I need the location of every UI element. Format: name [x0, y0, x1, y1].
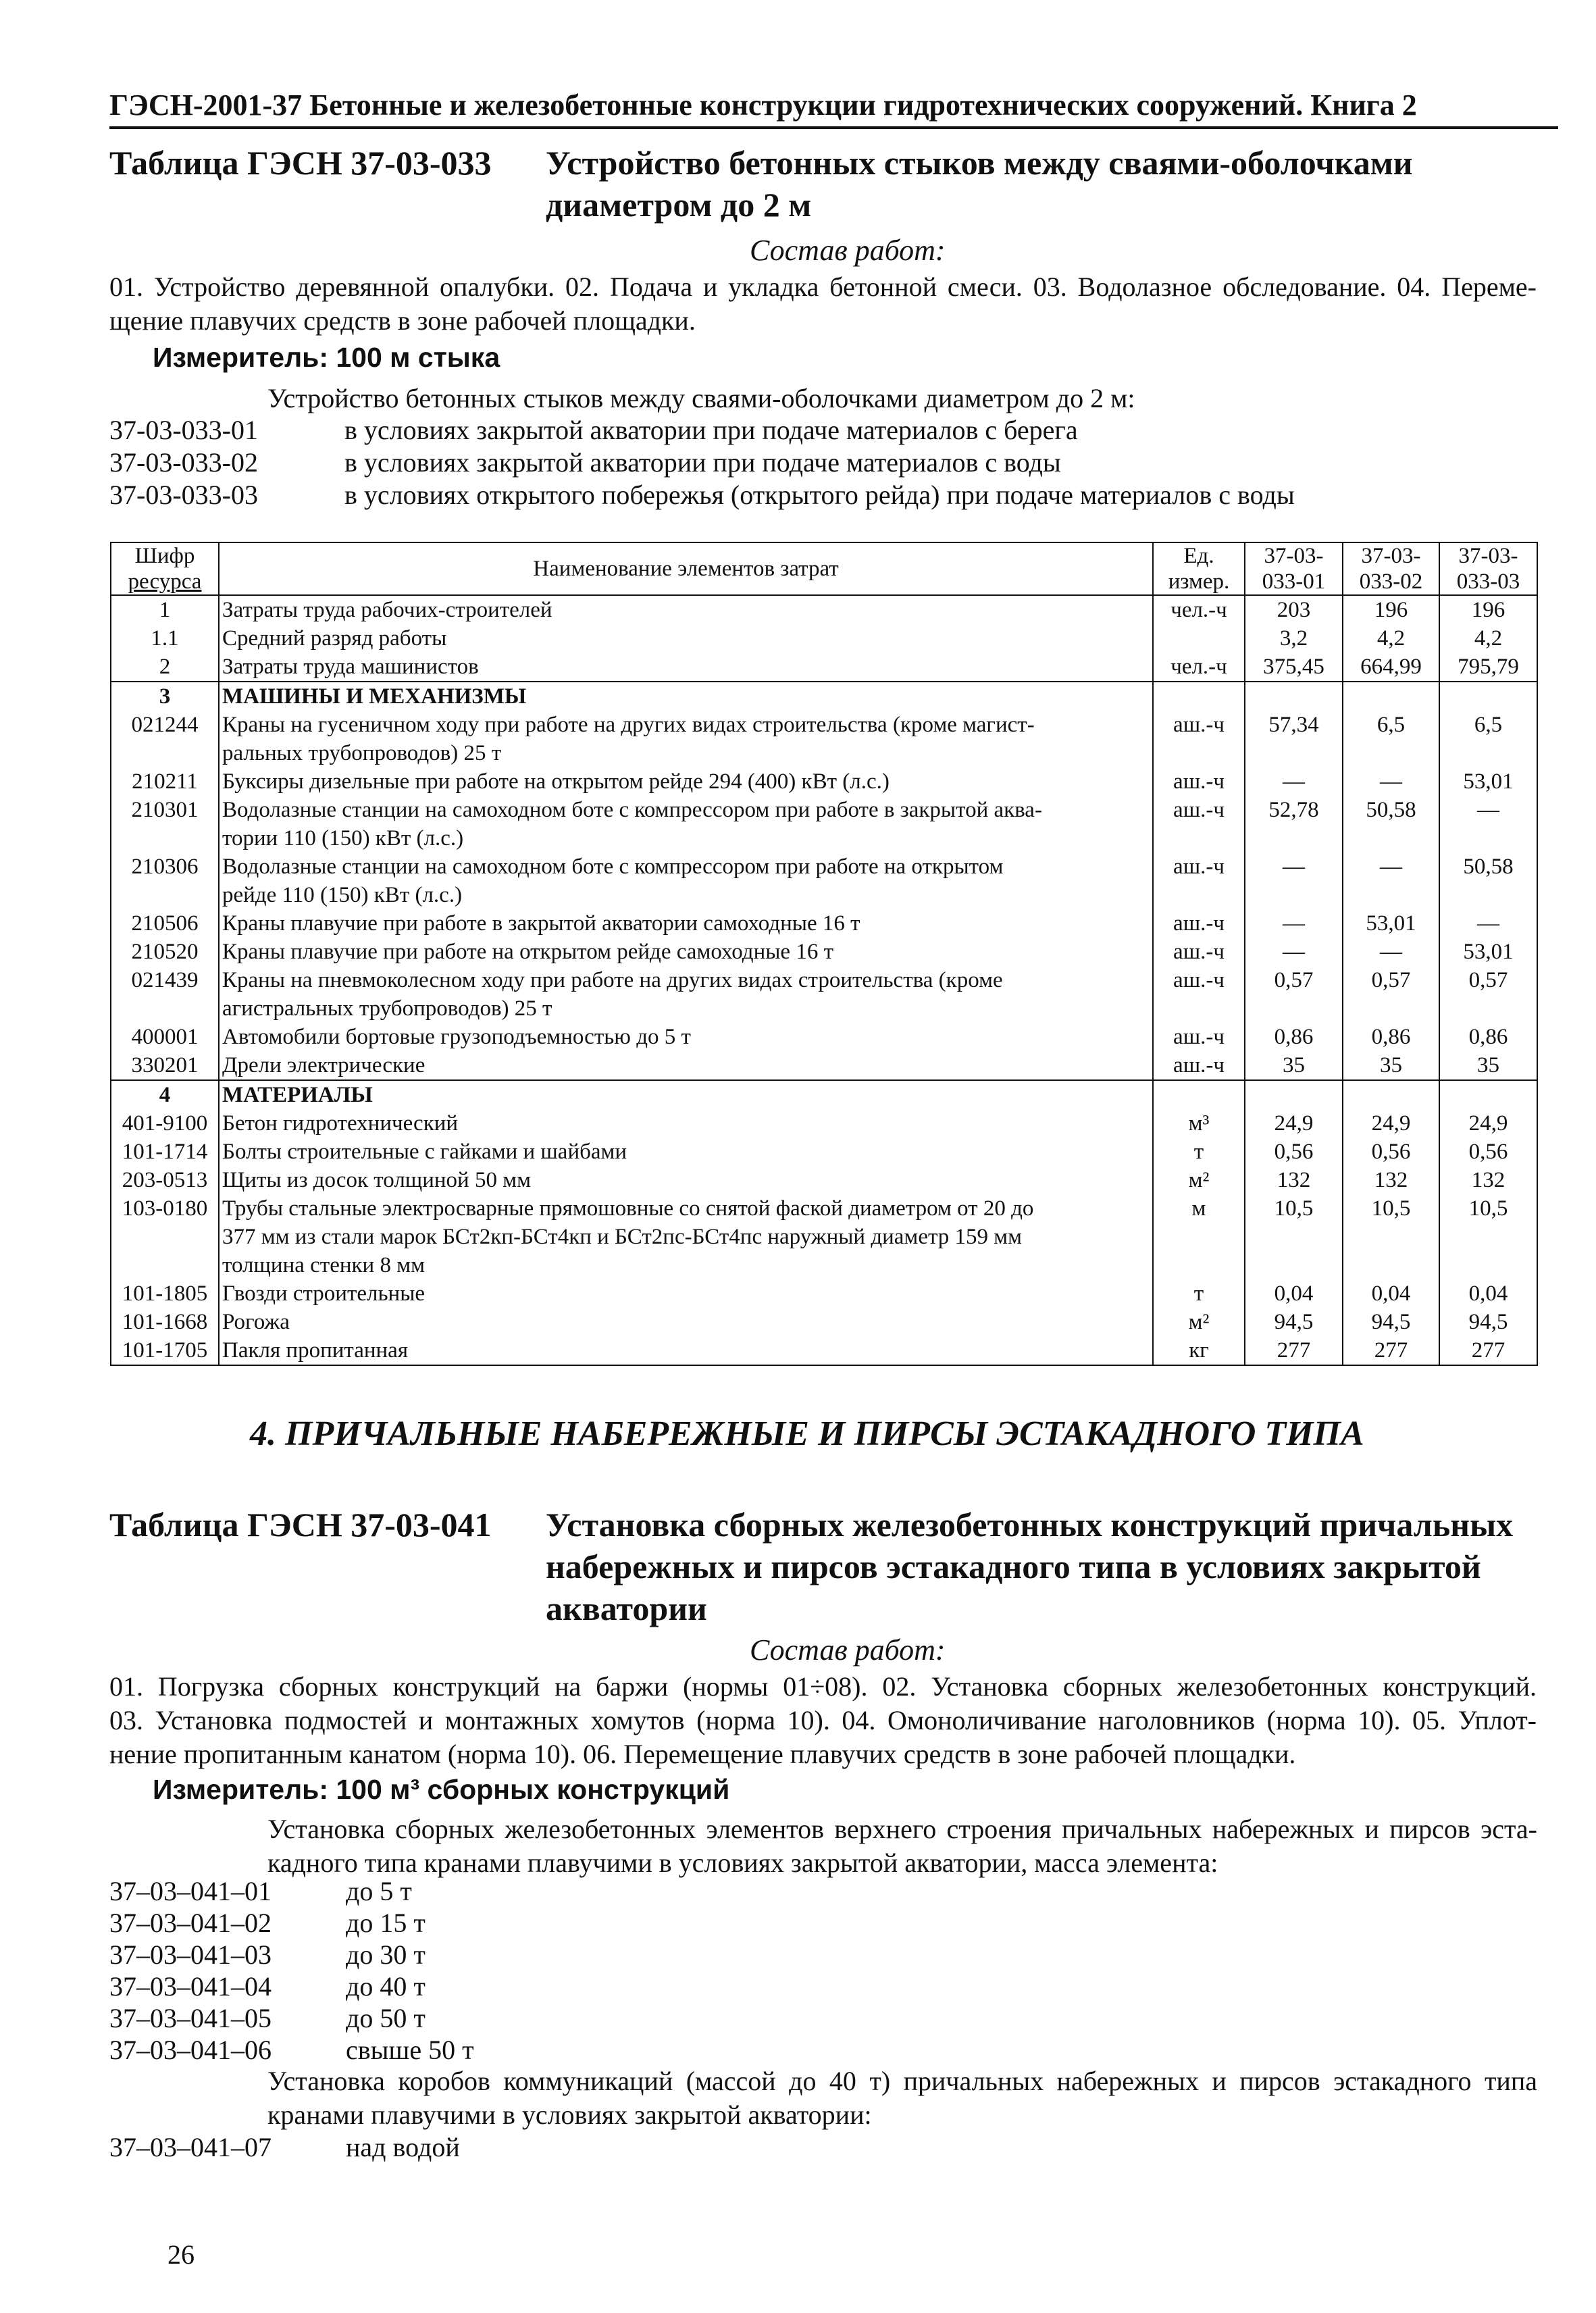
- norm-desc: свыше 50 т: [346, 2035, 474, 2065]
- table-row: [111, 909, 1537, 938]
- resource-unit: т: [1153, 1279, 1245, 1308]
- norm-value-2: 35: [1343, 1051, 1439, 1080]
- resource-code: 021244: [111, 711, 219, 767]
- norm-value-1: 277: [1245, 1336, 1343, 1365]
- resource-unit: м²: [1153, 1308, 1245, 1336]
- composition-line: нение пропитанным канатом (норма 10). 06. Перемещение плавучих средств в зоне рабочей площадки.: [109, 1739, 1296, 1769]
- norm-value-3: 0,57: [1439, 966, 1537, 1023]
- norm-value-1: 24,9: [1245, 1109, 1343, 1138]
- resource-name: Буксиры дизельные при работе на открытом рейде 294 (400) кВт (л.с.): [219, 767, 1153, 796]
- resource-code: 330201: [111, 1051, 219, 1080]
- norm-code: 37-03-033-02: [109, 447, 258, 478]
- norm-code: 37–03–041–05: [109, 2003, 272, 2033]
- norm-code: 37–03–041–01: [109, 1876, 272, 1906]
- norm-value-1: —: [1245, 767, 1343, 796]
- resource-name: Пакля пропитанная: [219, 1336, 1153, 1365]
- norm-value-1: 0,57: [1245, 966, 1343, 1023]
- table-title: [546, 142, 1559, 226]
- resource-code: 210306: [111, 853, 219, 909]
- composition-line: 01. Погрузка сборных конструкций на баржи (нормы 01÷08). 02. Установка сборных железобетонных конструкций.: [109, 1671, 1537, 1702]
- resource-code: 1: [111, 595, 219, 624]
- resource-name: Рогожа: [219, 1308, 1153, 1336]
- table-row: [111, 1336, 1537, 1365]
- table-title-line: набережных и пирсов эстакадного типа в условиях закрытой: [546, 1548, 1481, 1585]
- norm-value-1: 3,2: [1245, 624, 1343, 653]
- table-row: [111, 1194, 1537, 1279]
- norm-intro: Установка коробов коммуникаций (массой до 40 т) причальных набережных и пирсов эстакадного типа кранами плавучими в условиях закрытой акватории:: [267, 2066, 1537, 2130]
- norm-value-2: —: [1343, 938, 1439, 966]
- table-row: [111, 1051, 1537, 1080]
- resource-unit: [1153, 624, 1245, 653]
- norm-value-1: 52,78: [1245, 796, 1343, 853]
- resource-name: Краны плавучие при работе в закрытой акватории самоходные 16 т: [219, 909, 1153, 938]
- resource-unit: аш.-ч: [1153, 938, 1245, 966]
- table-row: [111, 1109, 1537, 1138]
- resource-unit: аш.-ч: [1153, 853, 1245, 909]
- norm-value-2: —: [1343, 767, 1439, 796]
- resource-name: Водолазные станции на самоходном боте с компрессором при работе в закрытой аква- тории 110 (150) кВт (л.с.): [219, 796, 1153, 853]
- norm-value-2: 0,86: [1343, 1023, 1439, 1051]
- norm-value-2: 4,2: [1343, 624, 1439, 653]
- norm-value-3: 94,5: [1439, 1308, 1537, 1336]
- norm-value-2: 94,5: [1343, 1308, 1439, 1336]
- norm-intro: Установка сборных железобетонных элементов верхнего строения причальных набережных и пирсов эста- кадного типа кранами плавучими в условиях закрытой акватории, масса элемента:: [267, 1814, 1537, 1878]
- col-header-norm-1: 37-03- 033-01: [1245, 542, 1343, 595]
- resource-code: 210506: [111, 909, 219, 938]
- norm-value-1: 57,34: [1245, 711, 1343, 767]
- resource-code: 1.1: [111, 624, 219, 653]
- norm-desc: над водой: [346, 2132, 460, 2162]
- norm-value-1: 0,04: [1245, 1279, 1343, 1308]
- table-row: [111, 1023, 1537, 1051]
- norm-value-2: 0,57: [1343, 966, 1439, 1023]
- table-label: Таблица ГЭСН 37-03-033: [109, 144, 492, 182]
- composition-text: [109, 270, 1537, 338]
- composition-heading: Состав работ:: [750, 234, 946, 267]
- norm-value-2: 50,58: [1343, 796, 1439, 853]
- norm-value-1: 0,56: [1245, 1138, 1343, 1166]
- table-title-line: диаметром до 2 м: [546, 186, 812, 224]
- running-header: ГЭСН-2001-37 Бетонные и железобетонные конструкции гидротехнических сооружений. Книга 2: [109, 88, 1558, 129]
- table-header-row: [111, 542, 1537, 595]
- resource-name: Щиты из досок толщиной 50 мм: [219, 1166, 1153, 1194]
- norm-value-3: 795,79: [1439, 653, 1537, 682]
- col-header-norm-3: 37-03- 033-03: [1439, 542, 1537, 595]
- norm-value-1: —: [1245, 909, 1343, 938]
- table-section-row: [111, 1080, 1537, 1109]
- norm-value-3: 196: [1439, 595, 1537, 624]
- norm-desc: до 40 т: [346, 1971, 426, 2002]
- norm-value-3: 0,86: [1439, 1023, 1537, 1051]
- resource-unit: аш.-ч: [1153, 767, 1245, 796]
- resource-code: 203-0513: [111, 1166, 219, 1194]
- resource-name: Трубы стальные электросварные прямошовные со снятой фаской диаметром от 20 до 377 мм из стали марок БСт2кп-БСт4кп и БСт2пс-БСт4пс наружный диаметр 159 мм толщина стенки 8 мм: [219, 1194, 1153, 1279]
- resource-code: 3: [111, 682, 219, 711]
- resource-code: 4: [111, 1080, 219, 1109]
- resource-name: Гвозди строительные: [219, 1279, 1153, 1308]
- resource-code: 101-1805: [111, 1279, 219, 1308]
- table-title-line: акватории: [546, 1590, 707, 1627]
- composition-line: 01. Устройство деревянной опалубки. 02. Подача и укладка бетонной смеси. 03. Водолазное обследование. 04. Переме-: [109, 272, 1537, 302]
- resource-unit: кг: [1153, 1336, 1245, 1365]
- norm-value-2: 53,01: [1343, 909, 1439, 938]
- resource-code: 101-1714: [111, 1138, 219, 1166]
- norm-desc: в условиях закрытой акватории при подаче материалов с берега: [344, 415, 1078, 445]
- table-row: [111, 624, 1537, 653]
- norm-desc: до 15 т: [346, 1908, 426, 1938]
- norm-value-1: 35: [1245, 1051, 1343, 1080]
- resource-code: 210520: [111, 938, 219, 966]
- norm-value-3: 53,01: [1439, 938, 1537, 966]
- resource-unit: аш.-ч: [1153, 711, 1245, 767]
- norm-value-3: —: [1439, 796, 1537, 853]
- resource-code: 2: [111, 653, 219, 682]
- norm-value-2: 0,04: [1343, 1279, 1439, 1308]
- norm-code: 37–03–041–06: [109, 2035, 272, 2065]
- norm-value-3: 0,04: [1439, 1279, 1537, 1308]
- page-number: 26: [168, 2239, 195, 2270]
- section-name: МАШИНЫ И МЕХАНИЗМЫ: [219, 682, 1153, 711]
- col-header-unit: Ед. измер.: [1153, 542, 1245, 595]
- section-name: МАТЕРИАЛЫ: [219, 1080, 1153, 1109]
- norm-value-2: 10,5: [1343, 1194, 1439, 1279]
- table-row: [111, 595, 1537, 624]
- resource-code: 210211: [111, 767, 219, 796]
- resource-unit: чел.-ч: [1153, 653, 1245, 682]
- col-header-name: Наименование элементов затрат: [219, 542, 1153, 595]
- norm-code: 37–03–041–03: [109, 1939, 272, 1970]
- norm-value-3: 10,5: [1439, 1194, 1537, 1279]
- table-row: [111, 796, 1537, 853]
- resource-name: Затраты труда машинистов: [219, 653, 1153, 682]
- norm-value-3: 50,58: [1439, 853, 1537, 909]
- table-row: [111, 853, 1537, 909]
- norm-desc: в условиях закрытой акватории при подаче материалов с воды: [344, 447, 1061, 478]
- table-section-row: [111, 682, 1537, 711]
- norm-value-1: 94,5: [1245, 1308, 1343, 1336]
- norm-intro: Устройство бетонных стыков между сваями-оболочками диаметром до 2 м:: [267, 383, 1135, 413]
- norm-desc: до 50 т: [346, 2003, 426, 2033]
- norm-code: 37–03–041–07: [109, 2132, 272, 2162]
- table-label: Таблица ГЭСН 37-03-041: [109, 1506, 492, 1544]
- section-title: 4. ПРИЧАЛЬНЫЕ НАБЕРЕЖНЫЕ И ПИРСЫ ЭСТАКАДНОГО ТИПА: [250, 1415, 1364, 1453]
- norm-value-2: 664,99: [1343, 653, 1439, 682]
- resource-unit: аш.-ч: [1153, 796, 1245, 853]
- norm-value-1: 203: [1245, 595, 1343, 624]
- resource-name: Болты строительные с гайками и шайбами: [219, 1138, 1153, 1166]
- norm-value-1: 375,45: [1245, 653, 1343, 682]
- table-row: [111, 1308, 1537, 1336]
- norm-value-2: 24,9: [1343, 1109, 1439, 1138]
- norm-value-2: 196: [1343, 595, 1439, 624]
- norm-desc: до 5 т: [346, 1876, 412, 1906]
- table-row: [111, 1279, 1537, 1308]
- resource-name: Бетон гидротехнический: [219, 1109, 1153, 1138]
- norm-desc: в условиях открытого побережья (открытого рейда) при подаче материалов с воды: [344, 480, 1295, 510]
- composition-line: щение плавучих средств в зоне рабочей площадки.: [109, 305, 696, 336]
- table-title: [546, 1504, 1559, 1629]
- table-row: [111, 938, 1537, 966]
- norm-value-3: 0,56: [1439, 1138, 1537, 1166]
- resource-code: 103-0180: [111, 1194, 219, 1279]
- norm-value-3: —: [1439, 909, 1537, 938]
- resource-unit: м: [1153, 1194, 1245, 1279]
- table-title-line: Установка сборных железобетонных конструкций причальных: [546, 1506, 1514, 1544]
- resource-name: Дрели электрические: [219, 1051, 1153, 1080]
- resource-code: 101-1668: [111, 1308, 219, 1336]
- norm-value-3: 132: [1439, 1166, 1537, 1194]
- resource-name: Краны на пневмоколесном ходу при работе на других видах строительства (кроме агистральных трубопроводов) 25 т: [219, 966, 1153, 1023]
- norm-value-2: 132: [1343, 1166, 1439, 1194]
- norm-value-3: 277: [1439, 1336, 1537, 1365]
- composition-line: 03. Установка подмостей и монтажных хомутов (норма 10). 04. Омоноличивание наголовников (норма 10). 05. Уплот-: [109, 1705, 1537, 1735]
- resource-code: 210301: [111, 796, 219, 853]
- composition-text: [109, 1670, 1537, 1771]
- norm-value-2: —: [1343, 853, 1439, 909]
- resource-unit: чел.-ч: [1153, 595, 1245, 624]
- norm-value-3: 24,9: [1439, 1109, 1537, 1138]
- table-row: [111, 653, 1537, 682]
- norm-value-1: —: [1245, 853, 1343, 909]
- measure-unit: Измеритель: 100 м стыка: [153, 342, 500, 373]
- resource-name: Водолазные станции на самоходном боте с компрессором при работе на открытом рейде 110 (150) кВт (л.с.): [219, 853, 1153, 909]
- norm-code: 37–03–041–02: [109, 1908, 272, 1938]
- norm-value-2: 6,5: [1343, 711, 1439, 767]
- resource-code: 401-9100: [111, 1109, 219, 1138]
- resource-name: Краны плавучие при работе на открытом рейде самоходные 16 т: [219, 938, 1153, 966]
- table-row: [111, 711, 1537, 767]
- norm-value-1: 10,5: [1245, 1194, 1343, 1279]
- norm-value-1: —: [1245, 938, 1343, 966]
- norm-desc: до 30 т: [346, 1939, 426, 1970]
- resource-code: 101-1705: [111, 1336, 219, 1365]
- measure-unit: Измеритель: 100 м³ сборных конструкций: [153, 1774, 730, 1805]
- resource-code: 400001: [111, 1023, 219, 1051]
- resource-table: [110, 542, 1538, 1366]
- norm-value-2: 0,56: [1343, 1138, 1439, 1166]
- table-row: [111, 966, 1537, 1023]
- resource-unit: м²: [1153, 1166, 1245, 1194]
- resource-name: Средний разряд работы: [219, 624, 1153, 653]
- resource-name: Краны на гусеничном ходу при работе на других видах строительства (кроме магист- ральных трубопроводов) 25 т: [219, 711, 1153, 767]
- norm-code: 37–03–041–04: [109, 1971, 272, 2002]
- resource-unit: м³: [1153, 1109, 1245, 1138]
- table-row: [111, 1138, 1537, 1166]
- table-row: [111, 767, 1537, 796]
- resource-unit: аш.-ч: [1153, 1023, 1245, 1051]
- resource-unit: аш.-ч: [1153, 909, 1245, 938]
- composition-heading: Состав работ:: [750, 1633, 946, 1667]
- norm-code: 37-03-033-03: [109, 480, 258, 510]
- resource-name: Затраты труда рабочих-строителей: [219, 595, 1153, 624]
- norm-value-2: 277: [1343, 1336, 1439, 1365]
- resource-unit: аш.-ч: [1153, 966, 1245, 1023]
- table-title-line: Устройство бетонных стыков между сваями-оболочками: [546, 144, 1413, 182]
- norm-code: 37-03-033-01: [109, 415, 258, 445]
- resource-code: 021439: [111, 966, 219, 1023]
- norm-value-1: 132: [1245, 1166, 1343, 1194]
- resource-unit: аш.-ч: [1153, 1051, 1245, 1080]
- norm-value-3: 6,5: [1439, 711, 1537, 767]
- norm-value-3: 53,01: [1439, 767, 1537, 796]
- table-row: [111, 1166, 1537, 1194]
- norm-value-3: 4,2: [1439, 624, 1537, 653]
- resource-unit: т: [1153, 1138, 1245, 1166]
- col-header-norm-2: 37-03- 033-02: [1343, 542, 1439, 595]
- norm-value-1: 0,86: [1245, 1023, 1343, 1051]
- col-header-code: Шифр ресурса: [111, 542, 219, 595]
- norm-value-3: 35: [1439, 1051, 1537, 1080]
- resource-name: Автомобили бортовые грузоподъемностью до 5 т: [219, 1023, 1153, 1051]
